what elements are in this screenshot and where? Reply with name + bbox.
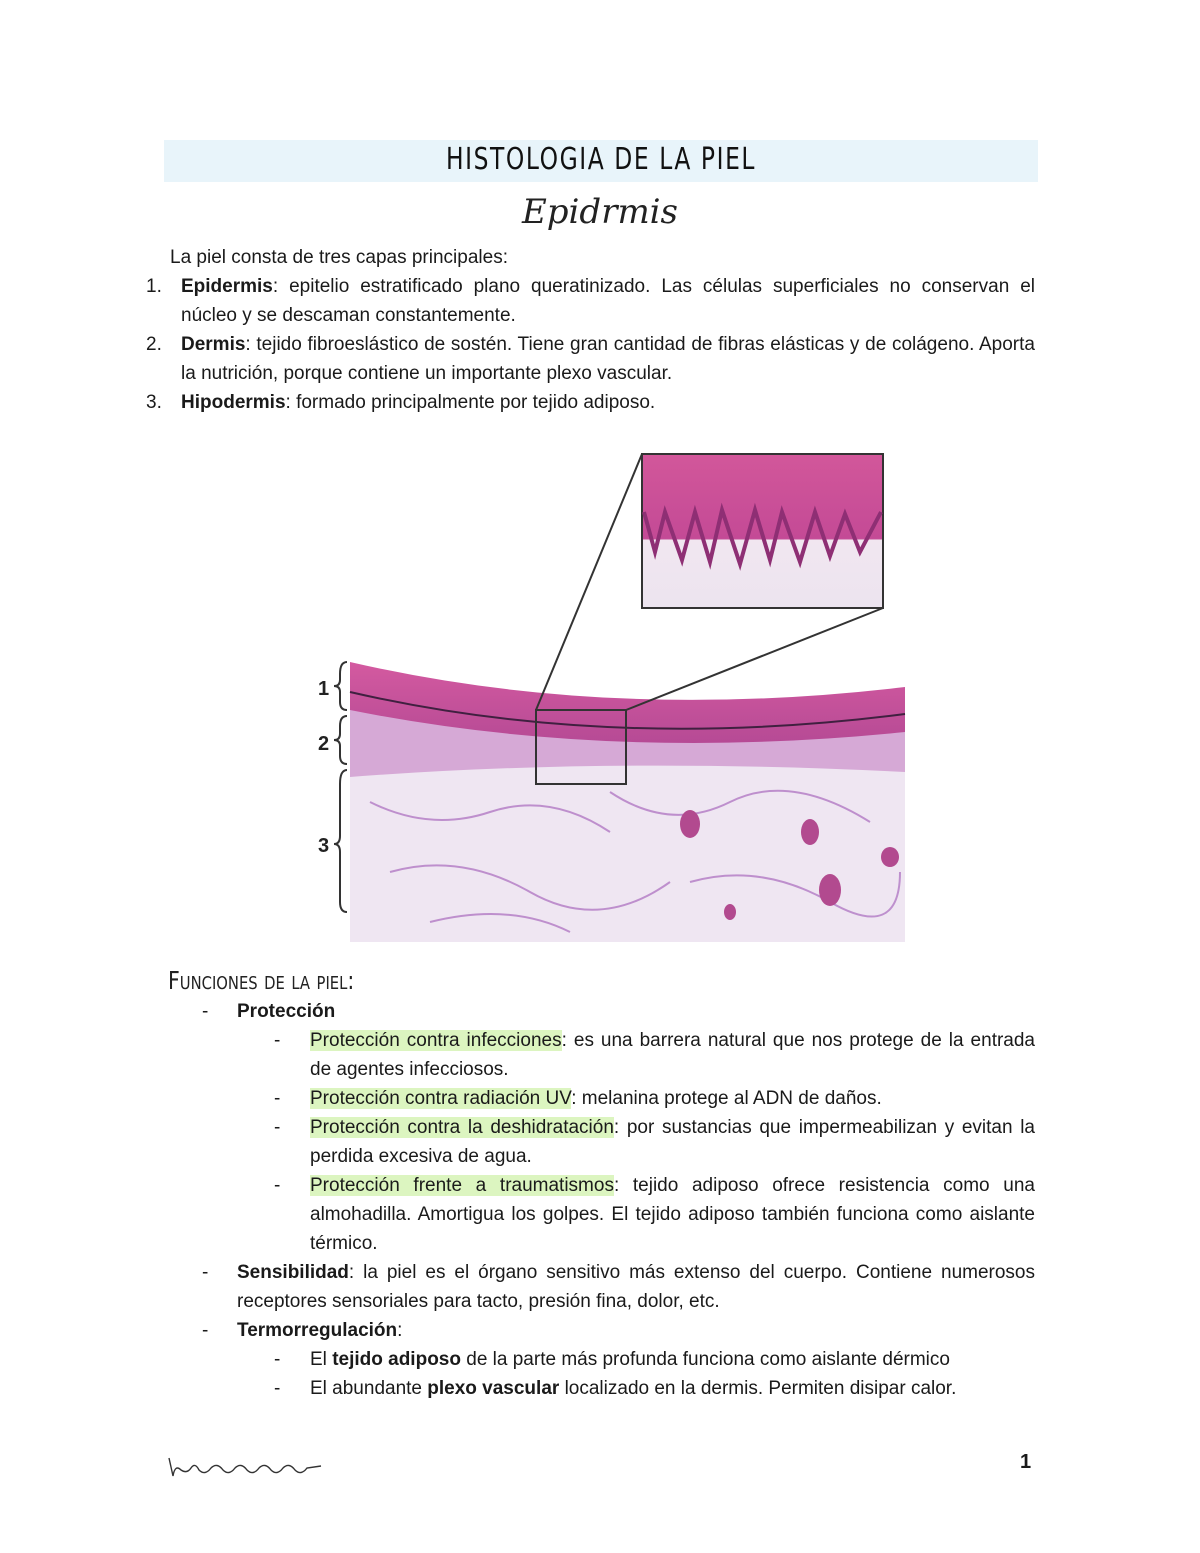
layer-label-2: 2 bbox=[318, 733, 330, 755]
definition: : la piel es el órgano sensitivo más extenso del cuerpo. Contiene numerosos receptores sensoriales para tacto, presión fina, dolor, etc. bbox=[237, 1262, 1035, 1312]
list-item bbox=[200, 1316, 1035, 1345]
definition: : tejido adiposo ofrece resistencia como una almohadilla. Amortigua los golpes. El tejido adiposo también funciona como aislante térmico. bbox=[310, 1175, 1035, 1254]
list-number: 2. bbox=[146, 334, 162, 355]
layers-list bbox=[140, 272, 1035, 417]
signature bbox=[165, 1452, 325, 1482]
definition: : tejido fibroeslástico de sostén. Tiene gran cantidad de fibras elásticas y de colágeno. Aporta la nutrición, porque contiene un importante plexo vascular. bbox=[181, 334, 1035, 384]
list-number: 3. bbox=[146, 392, 162, 413]
list-number: 1. bbox=[146, 276, 162, 297]
page-number: 1 bbox=[1020, 1451, 1032, 1473]
highlighted-term: Protección contra infecciones bbox=[310, 1030, 562, 1051]
list-item bbox=[200, 1084, 1035, 1113]
bullet: - bbox=[274, 1175, 281, 1196]
bullet: - bbox=[274, 1378, 281, 1399]
definition: : formado principalmente por tejido adiposo. bbox=[285, 392, 656, 413]
highlighted-term: Protección contra la deshidratación bbox=[310, 1117, 614, 1138]
text-pre: El abundante bbox=[310, 1378, 428, 1399]
bullet: - bbox=[274, 1088, 281, 1109]
layer-label-3: 3 bbox=[318, 835, 330, 857]
bullet: - bbox=[202, 1262, 209, 1283]
term: Sensibilidad bbox=[237, 1262, 349, 1283]
term: plexo vascular bbox=[427, 1378, 560, 1399]
term: Epidermis bbox=[181, 276, 273, 297]
hypodermis-layer bbox=[350, 759, 905, 942]
list-item bbox=[200, 1374, 1035, 1403]
list-item bbox=[140, 330, 1035, 388]
definition: : es una barrera natural que nos protege de la entrada de agentes infecciosos. bbox=[310, 1030, 1035, 1080]
bullet: - bbox=[202, 1001, 209, 1022]
list-item bbox=[200, 1345, 1035, 1374]
layer-label-1: 1 bbox=[318, 678, 330, 700]
term: Protección bbox=[237, 1001, 336, 1022]
colon: : bbox=[397, 1320, 403, 1341]
zoom-line bbox=[536, 454, 642, 710]
highlighted-term: Protección frente a traumatismos bbox=[310, 1175, 614, 1196]
bullet: - bbox=[274, 1117, 281, 1138]
list-item bbox=[200, 1113, 1035, 1171]
text-post: localizado en la dermis. Permiten disipar calor. bbox=[559, 1378, 957, 1399]
definition: : por sustancias que impermeabilizan y evitan la perdida excesiva de agua. bbox=[310, 1117, 1035, 1167]
term: tejido adiposo bbox=[332, 1349, 461, 1370]
list-item bbox=[200, 1171, 1035, 1258]
section-heading: Epidrmis bbox=[521, 192, 679, 232]
bullet: - bbox=[274, 1349, 281, 1370]
list-item bbox=[200, 997, 1035, 1026]
functions-heading: Funciones de la piel: bbox=[168, 966, 355, 995]
highlighted-term: Protección contra radiación UV bbox=[310, 1088, 572, 1109]
definition: : epitelio estratificado plano queratinizado. Las células superficiales no conservan el núcleo y se descaman constantemente. bbox=[181, 276, 1035, 326]
list-item bbox=[200, 1258, 1035, 1316]
list-item bbox=[140, 388, 1035, 417]
text-post: de la parte más profunda funciona como aislante dérmico bbox=[460, 1349, 950, 1370]
page-title: HISTOLOGIA DE LA PIEL bbox=[445, 142, 757, 177]
bullet: - bbox=[202, 1320, 209, 1341]
functions-list bbox=[200, 997, 1035, 1403]
term: Dermis bbox=[181, 334, 246, 355]
skin-histology-figure bbox=[310, 452, 910, 942]
term: Termorregulación bbox=[237, 1320, 398, 1341]
bullet: - bbox=[274, 1030, 281, 1051]
text-pre: El bbox=[310, 1349, 333, 1370]
list-item bbox=[200, 1026, 1035, 1084]
layer-braces bbox=[334, 662, 347, 912]
intro-text: La piel consta de tres capas principales: bbox=[170, 247, 508, 268]
list-item bbox=[140, 272, 1035, 330]
definition: : melanina protege al ADN de daños. bbox=[571, 1088, 882, 1109]
term: Hipodermis bbox=[181, 392, 286, 413]
